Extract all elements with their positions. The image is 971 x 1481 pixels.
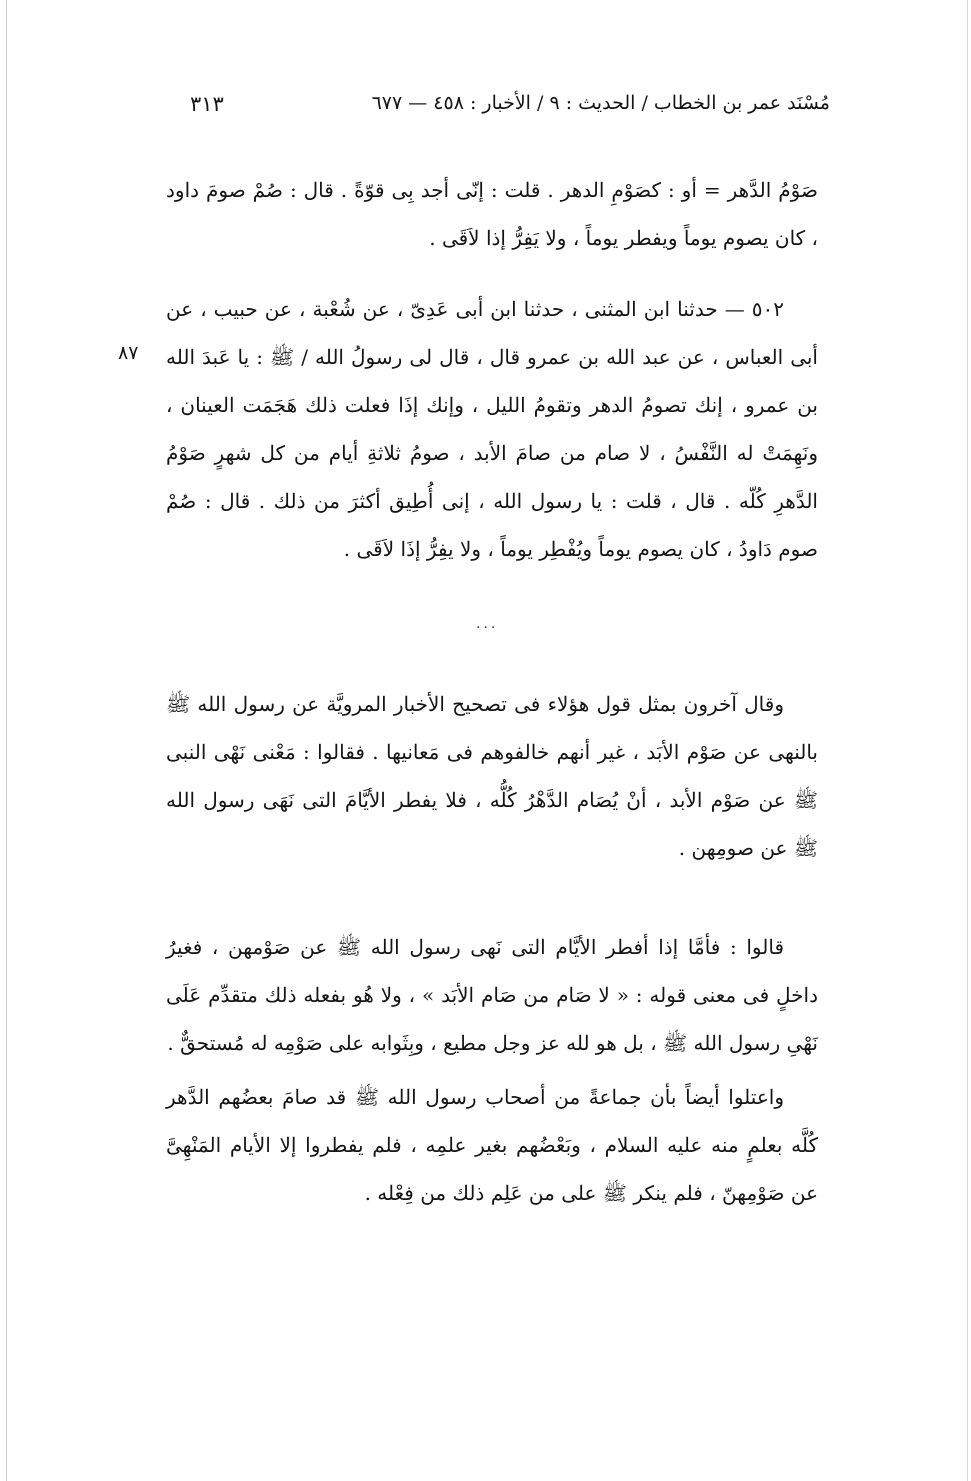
scan-edge-left: [6, 0, 7, 1481]
running-title: مُسْنَد عمر بن الخطاب / الحديث : ٩ / الأخبار : ٤٥٨ — ٦٧٧: [371, 92, 830, 114]
paragraph-4: [166, 923, 818, 1067]
page-number: ٣١٣: [190, 92, 224, 116]
paragraph-2-text: ٥٠٢ — حدثنا ابن المثنى ، حدثنا ابن أبى عَدِىّ ، عن شُعْبة ، عن حبيب ، عن أبى العباس ، عن عبد الله بن عمرو قال ، قال لى رسولُ الله / ﷺ : يا عَبدَ الله بن عمرو ، إنك تصومُ الدهر وتقومُ الليل ، وإنك إذَا فعلت ذلك هَجَمَت العينان ، ونَهِمَتْ له النَّفْسُ ، لا صام من صامَ الأبد ، صومُ ثلاثةِ أيام من كل شهرٍ صَوْمُ الدَّهرِ كُلّه . قال ، قلت : يا رسول الله ، إنى أُطِيق أكثرَ من ذلك . قال : صُمْ صوم دَاودُ ، كان يصوم يوماً ويُفْطِر يوماً ، ولا يفِرُّ إذَا لاَقَى .: [166, 297, 818, 561]
margin-page-ref: ٨٧: [118, 342, 139, 364]
paragraph-hadith-502: [166, 285, 818, 573]
paragraph-5: [166, 1073, 818, 1217]
running-header: [190, 92, 830, 122]
paragraph-4-text: قالوا : فأمَّا إذا أفطر الأيَّام التى نَهى رسول الله ﷺ عن صَوْمهن ، فغيرُ داخلٍ فى معنى قوله : « لا صَام من صَام الأبَد » ، ولا هُو بفعله ذلك متقدِّم عَلَى نَهْىِ رسول الله ﷺ ، بل هو لله عز وجل مطيع ، وبِثَوابه على صَوْمِه له مُستحقٌّ .: [166, 935, 818, 1055]
paragraph-5-text: واعتلوا أيضاً بأن جماعةً من أصحاب رسول الله ﷺ قد صامَ بعضُهم الدَّهر كُلَّه بعلمٍ منه عليه السلام ، وبَعْضُهم بغير علمِه ، فلم يفطروا إلا الأيام المَنْهِىَّ عن صَوْمِهنّ ، فلم ينكر ﷺ على من عَلِم ذلك من فِعْله .: [166, 1085, 818, 1205]
paragraph-3: [166, 680, 818, 872]
paragraph-3-text: وقال آخرون بمثل قول هؤلاء فى تصحيح الأخبار المرويَّة عن رسول الله ﷺ بالنهى عن صَوْم الأبَد ، غير أنهم خالفوهم فى مَعانيها . فقالوا : مَعْنى نَهْى النبى ﷺ عن صَوْم الأبد ، أنْ يُصَام الدَّهْرُ كُلُّه ، فلا يفطر الأيَّامَ التى نَهَى رسول الله ﷺ عن صومِهن .: [166, 692, 818, 860]
section-separator: ...: [476, 616, 499, 632]
paragraph-1: صَوْمُ الدَّهر = أو : كصَوْمِ الدهر . قلت : إنّى أجد بِى قوّةً . قال : صُمْ صومَ داود ، كان يصوم يوماً ويفطر يوماً ، ولا يَفِرُّ إذا لاَقَى .: [166, 178, 818, 250]
scan-edge-right: [967, 0, 968, 1481]
